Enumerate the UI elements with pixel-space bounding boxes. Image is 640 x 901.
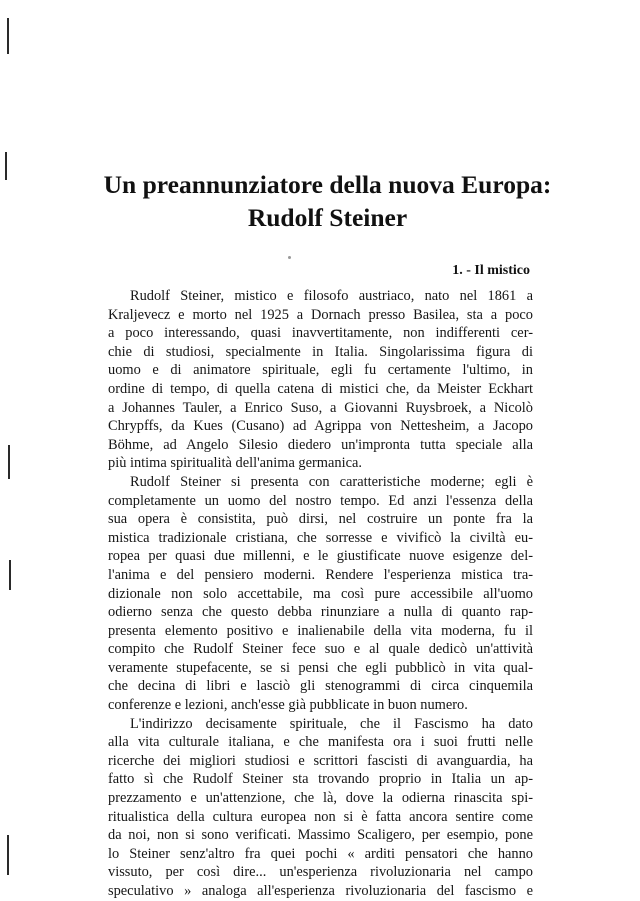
body-text: [108, 287, 533, 901]
text-line: alla vita culturale italiana, e che manifesta ora i suoi frutti nelle: [108, 734, 533, 751]
text-line: a poco interessando, quasi inavvertitamente, non indifferenti cer-: [108, 325, 533, 342]
text-line: a Johannes Tauler, a Enrico Suso, a Giovanni Ruysbroek, a Nicolò: [108, 399, 533, 416]
text-line: prezzamento e un'attenzione, che là, dove la odierna rinascita spi-: [108, 790, 533, 807]
scan-edge-mark: [7, 18, 9, 54]
text-line: completamente un uomo del nostro tempo. Ed anzi l'essenza della: [108, 492, 533, 509]
text-line: da noi, non si sono verificati. Massimo Scaligero, per esempio, pone: [108, 827, 533, 844]
text-line: ritualistica della cultura europea non si è fatta ancora sentire come: [108, 808, 533, 825]
page-title: [80, 168, 575, 234]
text-line: Rudolf Steiner, mistico e filosofo austriaco, nato nel 1861 a: [130, 288, 533, 304]
text-line: presenta elemento positivo e inalienabile della vita moderna, fu il: [108, 622, 533, 639]
text-line: vissuto, per così dire... un'esperienza rivoluzionaria nel campo: [108, 864, 533, 881]
scan-edge-mark: [8, 445, 10, 479]
decorative-dot: [288, 256, 291, 259]
title-line-2: Rudolf Steiner: [247, 203, 408, 232]
text-line: mistica tradizionale cristiana, che sorresse e vivificò la civiltà eu-: [108, 529, 533, 546]
text-line: più intima spiritualità dell'anima germanica.: [108, 455, 362, 472]
text-line: l'anima e del pensiero moderni. Rendere l'esperienza mistica tra-: [108, 566, 533, 583]
text-line: fatto sì che Rudolf Steiner sta trovando proprio in Italia un ap-: [108, 771, 533, 788]
text-line: ordine di tempo, di quella catena di mistici che, da Meister Eckhart: [108, 380, 533, 397]
text-line: che decina di libri e lasciò gli stenogrammi di circa cinquemila: [108, 678, 533, 695]
text-line: uomo e di animatore spirituale, egli fu certamente l'ultimo, in: [108, 362, 533, 379]
paragraph-1: [108, 287, 533, 473]
text-line: L'indirizzo decisamente spirituale, che il Fascismo ha dato: [130, 715, 533, 732]
text-line: speculativo » analoga all'esperienza rivoluzionaria del fascismo e: [108, 883, 533, 899]
text-line: Böhme, ad Angelo Silesio diedero un'impronta tutta speciale alla: [108, 436, 533, 453]
text-line: Rudolf Steiner si presenta con caratteristiche moderne; egli è: [130, 473, 533, 490]
title-line-1: Un preannunziatore della nuova Europa:: [103, 170, 552, 199]
text-line: conferenze e lezioni, anch'esse già pubblicate in buon numero.: [108, 697, 468, 714]
text-line: veramente stupefacente, se si pensi che egli pubblicò in vita qual-: [108, 659, 533, 676]
section-heading: 1. - Il mistico: [452, 263, 530, 278]
scan-edge-mark: [7, 835, 9, 875]
text-line: dizionale non solo accettabile, ma così pure accessibile all'uomo: [108, 585, 533, 602]
text-line: ropea per quasi due millenni, e le giustificate nuove esigenze del-: [108, 548, 533, 565]
scan-edge-mark: [5, 152, 7, 180]
text-line: chie di studiosi, specialmente in Italia. Singolarissima figura di: [108, 343, 533, 360]
paragraph-3: [108, 715, 533, 901]
text-line: compito che Rudolf Steiner fece suo e al quale dedicò un'attività: [108, 641, 533, 658]
text-line: Kraljevecz e morto nel 1925 a Dornach presso Basilea, sta a poco: [108, 306, 533, 323]
text-line: odierno senza che questo debba rinunziare a nulla di quanto rap-: [108, 604, 533, 621]
text-line: Chrypffs, da Kues (Cusano) ad Agrippa von Nettesheim, a Jacopo: [108, 418, 533, 435]
paragraph-2: [108, 473, 533, 715]
text-line: ricerche dei migliori studiosi e scrittori fascisti di avanguardia, ha: [108, 752, 533, 769]
text-line: sua opera è consistita, può dirsi, nel costruire un ponte fra la: [108, 511, 533, 528]
text-line: lo Steiner senz'altro fra quei pochi « arditi pensatori che hanno: [108, 845, 533, 862]
scan-edge-mark: [9, 560, 11, 590]
